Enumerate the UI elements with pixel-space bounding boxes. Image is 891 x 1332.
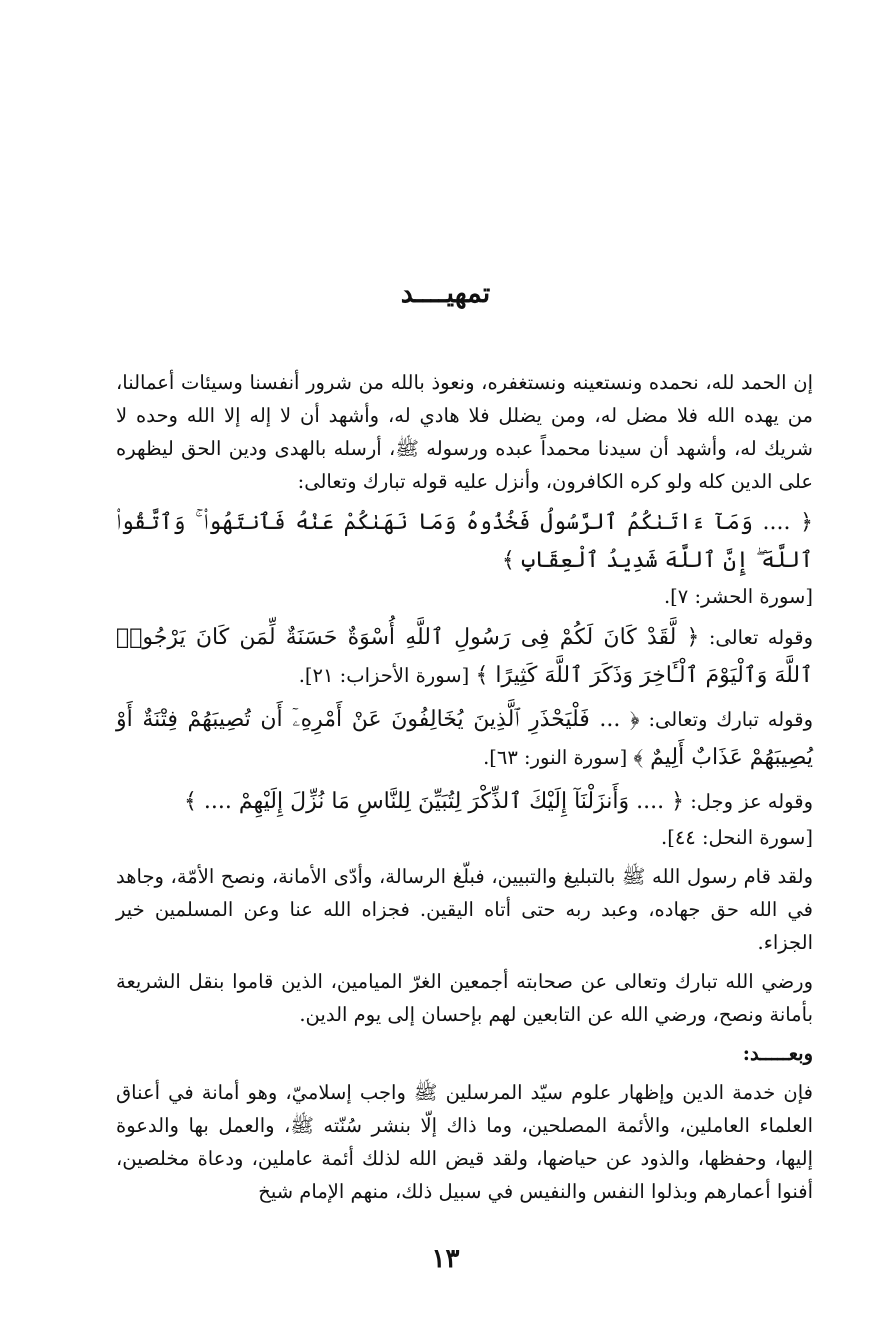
- paragraph-service-text: فإن خدمة الدين وإظهار علوم سيّد المرسلين ﷺ واجب إسلاميّ، وهو أمانة في أعناق العلماء العاملين، والأئمة المصلحين، وما ذاك إلّا بنشر سُنّته ﷺ، والعمل بها والدعوة إليها، وحفظها، والذود عن حياضها، ولقد قيض الله لذلك أئمة عاملين، ودعاة مخلصين، أفنوا أعمارهم وبذلوا النفس والنفيس في سبيل ذلك، منهم الإمام شيخ: [116, 1081, 813, 1203]
- quran-verse-1: ﴿ .... وَمَآ ءَاتَىٰكُمُ ٱلرَّسُولُ فَخُذُوهُ وَمَا نَهَىٰكُمْ عَنْهُ فَٱنتَهُوا۟ ۚ وَٱتَّقُوا۟ ٱللَّهَ ۖ إِنَّ ٱللَّهَ شَدِيدُ ٱلْعِقَابِ ﴾: [116, 510, 813, 573]
- section-separator: [116, 1037, 813, 1070]
- chapter-title: تمهيــــد: [400, 278, 491, 309]
- verse-reference-2: [سورة الأحزاب: ٢١].: [298, 664, 470, 687]
- quran-verse-4: ﴿ .... وَأَنزَلْنَآ إِلَيْكَ ٱلذِّكْرَ لِتُبَيِّنَ لِلنَّاسِ مَا نُزِّلَ إِلَيْهِمْ .... ﴾: [184, 789, 684, 814]
- paragraph-service: [116, 1076, 813, 1208]
- paragraph-prophet-text: ولقد قام رسول الله ﷺ بالتبليغ والتبيين، فبلّغ الرسالة، وأدّى الأمانة، ونصح الأمّة، وجاهد في الله حق جهاده، وعبد ربه حتى أتاه اليقين. فجزاه الله عنا وعن المسلمين خير الجزاء.: [116, 865, 813, 954]
- quran-verse-3: ﴿ ... فَلْيَحْذَرِ ٱلَّذِينَ يُخَالِفُونَ عَنْ أَمْرِهِۦٓ أَن تُصِيبَهُمْ فِتْنَةٌ أَوْ يُصِيبَهُمْ عَذَابٌ أَلِيمٌ ﴾: [116, 707, 813, 770]
- paragraph-prophet: [116, 860, 813, 959]
- verse-block-3: [116, 701, 813, 777]
- paragraph-companions: [116, 965, 813, 1031]
- verse-intro-2: وقوله تعالى:: [708, 626, 813, 649]
- verse-block-2: [116, 619, 813, 695]
- verse-reference-1: [سورة الحشر: ٧].: [663, 585, 813, 608]
- verse-block-4: [116, 783, 813, 854]
- verse-intro-3: وقوله تبارك وتعالى:: [648, 708, 813, 731]
- quran-verse-2: ﴿ لَّقَدْ كَانَ لَكُمْ فِى رَسُولِ ٱللَّهِ أُسْوَةٌ حَسَنَةٌ لِّمَن كَانَ يَرْجُوا۟ ٱللَّهَ وَٱلْيَوْمَ ٱلْـَٔاخِرَ وَذَكَرَ ٱللَّهَ كَثِيرًا ﴾: [116, 625, 813, 688]
- page-number: ١٣: [431, 1244, 460, 1274]
- paragraph-companions-text: ورضي الله تبارك وتعالى عن صحابته أجمعين الغرّ الميامين، الذين قاموا بنقل الشريعة بأمانة ونصح، ورضي الله عن التابعين لهم بإحسان إلى يوم الدين.: [116, 970, 813, 1026]
- paragraph-intro-text: إن الحمد لله، نحمده ونستعينه ونستغفره، ونعوذ بالله من شرور أنفسنا وسيئات أعمالنا، من يهده الله فلا مضل له، ومن يضلل فلا هادي له، وأشهد أن لا إله إلا الله وحده لا شريك له، وأشهد أن سيدنا محمداً عبده ورسوله ﷺ، أرسله بالهدى ودين الحق ليظهره على الدين كله ولو كره الكافرون، وأنزل عليه قوله تبارك وتعالى:: [116, 371, 813, 493]
- verse-block-1: [116, 504, 813, 613]
- verse-intro-4: وقوله عز وجل:: [690, 790, 813, 813]
- verse-reference-3: [سورة النور: ٦٣].: [483, 746, 628, 769]
- paragraph-intro: [116, 366, 813, 498]
- separator-text: وبعـــــد:: [742, 1042, 813, 1065]
- verse-reference-4: [سورة النحل: ٤٤].: [661, 826, 813, 849]
- body-text: [116, 366, 813, 1214]
